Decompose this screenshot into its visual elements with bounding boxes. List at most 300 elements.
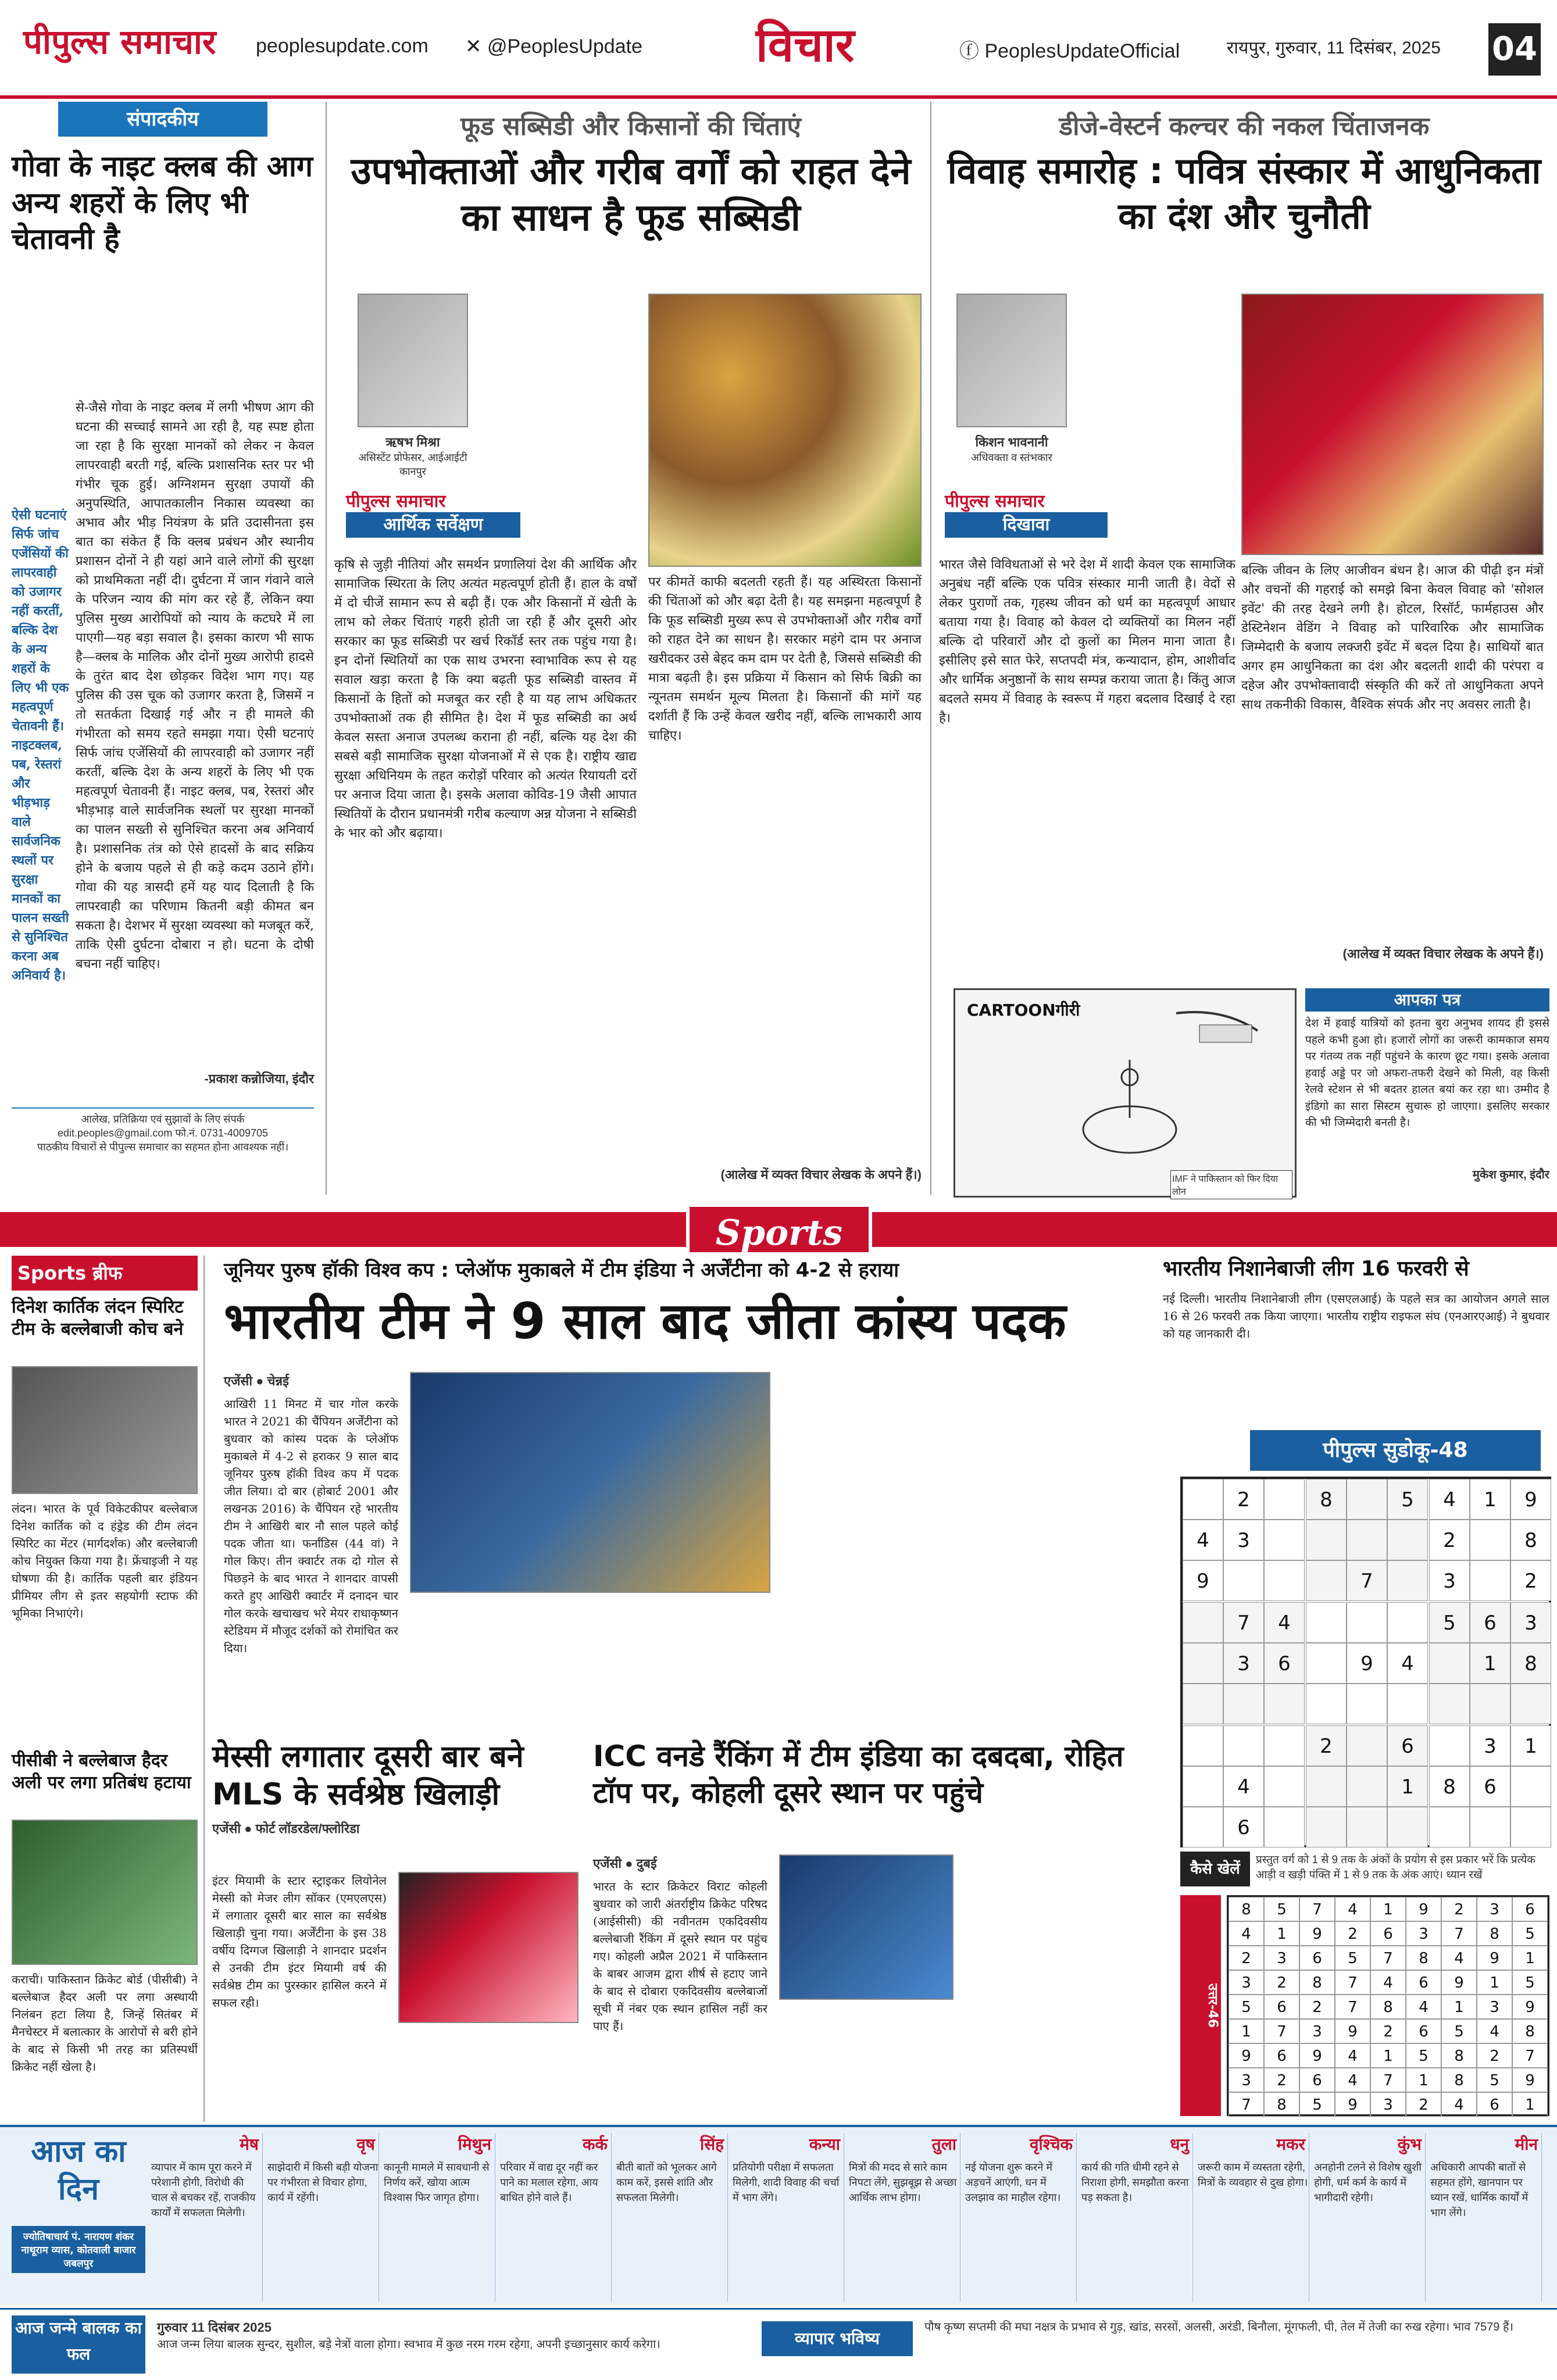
answer-cell: 4 [1335,2043,1370,2068]
sports-brief-label: Sports ब्रीफ [12,1256,198,1291]
sudoku-cell[interactable] [1306,1520,1347,1560]
sudoku-cell[interactable]: 5 [1387,1479,1428,1520]
lentils-photo [648,294,922,567]
sign-name: वृश्चिक [1029,2135,1073,2154]
answer-cell: 7 [1335,1995,1370,2019]
article2-body-left: भारत जैसे विविधताओं से भरे देश में शादी केवल एक सामाजिक अनुबंध नहीं बल्कि एक पवित्र संस्कार मानी जाती है। वेदों से लेकर पुराणों तक, गृहस्थ जीवन को धर्म का महत्वपूर्ण आधार बताया गया है। विवाह को केवल दो व्यक्तियों का मिलन नहीं बल्कि दो परिवारों और दो कुलों का मिलन माना जाता है। इसीलिए इसे सात फेरे, सप्तपदी मंत्र, कन्यादान, होम, आशीर्वाद और धार्मिक अनुष्ठानों के साथ सम्पन्न कराया जाता है। किंतु आज बदलते समय में विवाह के स्वरूप में गहरा बदलाव दिखाई दे रहा है। [939,558,1235,726]
answer-cell: 1 [1512,1946,1548,1970]
sudoku-cell[interactable] [1470,1560,1510,1601]
answer-cell: 6 [1264,1995,1299,2019]
sudoku-cell[interactable]: 2 [1429,1520,1470,1560]
answer-cell: 9 [1512,2068,1548,2092]
answer-cell: 1 [1264,1921,1299,1946]
column-divider [203,1256,205,2122]
editorial-footer [12,1107,314,1189]
sudoku-cell[interactable] [1264,1725,1305,1766]
answer-cell: 7 [1370,2068,1406,2092]
sudoku-howto-label: कैसे खेलें [1180,1852,1250,1886]
footer-email[interactable]: edit.peoples@gmail.com फो.नं. 0731-4009705 [57,1127,268,1139]
sign-name: कन्या [809,2135,840,2154]
brief2-body: कराची। पाकिस्तान क्रिकेट बोर्ड (पीसीबी) ने बल्लेबाज हैदर अली पर लगा अस्थायी निलंबन हटा लिया है, जिन्हें सितंबर में मैनचेस्टर में बलात्कार के आरोपों से बरी होने के बाद से किसी भी तरह का प्रतिस्पर्धी क्रिकेट नहीं खेला है। [12,1972,198,2074]
sign-name: कुंभ [1397,2135,1422,2154]
sudoku-cell[interactable] [1347,1807,1387,1847]
sudoku-cell[interactable]: 4 [1264,1602,1305,1643]
sign-text: परिवार में वाद्य दूर नहीं कर पाने का मलाल रहेगा, आय बाधित होने वाले हैं। [500,2161,598,2204]
sudoku-cell[interactable] [1429,1807,1470,1847]
messi-body: इंटर मियामी के स्टार स्ट्राइकर लियोनेल मेस्सी को मेजर लीग सॉकर (एमएलएस) में लगातार दूसरी बार साल का सर्वश्रेष्ठ खिलाड़ी चुना गया। अर्जेंटीना के इस 38 वर्षीय दिग्गज खिलाड़ी ने शानदार प्रदर्शन से उनकी टीम इंटर मियामी वर्ष की सर्वश्रेष्ठ टीम का पुरस्कार हासिल करने में सफल रही। [212,1874,387,2010]
sudoku-cell[interactable]: 9 [1510,1479,1551,1520]
twitter-handle[interactable]: ✕ @PeoplesUpdate [465,35,642,58]
sudoku-cell[interactable] [1470,1520,1510,1560]
sudoku-cell[interactable] [1510,1807,1551,1847]
answer-cell: 2 [1299,1995,1335,2019]
answer-cell: 1 [1406,2068,1441,2092]
sign-text: कानूनी मामले में सावधानी से निर्णय करें, खोया आत्म विश्वास फिर जागृत होगा। [384,2161,490,2204]
horoscope-title: आज का दिन [31,2134,126,2207]
answer-cell: 8 [1441,2043,1477,2068]
sudoku-cell[interactable] [1387,1807,1428,1847]
editorial-author: -प्रकाश कन्नोजिया, इंदौर [204,1071,314,1086]
answer-cell: 5 [1335,1946,1370,1970]
sudoku-cell[interactable] [1510,1766,1551,1807]
newspaper-logo: पीपुल्स समाचार [23,22,216,62]
sign-text: प्रतियोगी परीक्षा में सफलता मिलेगी, शादी विवाह की चर्चा में भाग लेंगे। [733,2161,840,2204]
answer-cell: 7 [1335,1970,1370,1995]
sports-label: Sports [686,1203,872,1256]
answer-cell: 1 [1229,2019,1264,2043]
answer-cell: 6 [1370,1921,1406,1946]
answer-cell: 4 [1335,2068,1370,2092]
answer-cell: 3 [1229,1970,1264,1995]
answer-cell: 4 [1335,1897,1370,1921]
sudoku-cell[interactable] [1264,1479,1305,1520]
horoscope-sign [384,2133,495,2302]
sudoku-cell[interactable]: 2 [1510,1560,1551,1601]
sudoku-cell[interactable]: 1 [1470,1479,1510,1520]
letters-author: मुकेश कुमार, इंदौर [1472,1168,1549,1181]
answer-cell: 8 [1264,2092,1299,2117]
sudoku-cell[interactable] [1429,1643,1470,1684]
hockey-photo [410,1372,770,1593]
answer-cell: 7 [1370,1946,1406,1970]
answer-cell: 9 [1406,1897,1441,1921]
horoscope-signs [151,2133,1552,2302]
sudoku-title: पीपुल्स सुडोकू-48 [1250,1430,1541,1471]
horoscope-sign [1430,2133,1542,2302]
sudoku-cell[interactable]: 6 [1264,1643,1305,1684]
answer-cell: 7 [1229,2092,1264,2117]
answer-cell: 6 [1406,1970,1441,1995]
answer-cell: 7 [1264,2019,1299,2043]
answer-cell: 3 [1264,1946,1299,1970]
sudoku-cell[interactable] [1347,1479,1387,1520]
sudoku-cell[interactable] [1223,1684,1264,1724]
website-link[interactable]: peoplesupdate.com [256,35,428,57]
editorial-body: से-जैसे गोवा के नाइट क्लब में लगी भीषण आग की घटना की सच्चाई सामने आ रही है, यह स्पष्ट होता जा रहा है कि सुरक्षा मानकों को लेकर न केवल लापरवाही बरती गई, बल्कि प्रशासनिक स्तर पर भी गंभीर चूक हुई। अग्निशमन सुरक्षा उपायों की अनुपस्थिति, आपातकालीन निकास व्यवस्था का अभाव और भीड़ नियंत्रण के प्रति उदासीनता इस बात का संकेत हैं कि क्लब प्रबंधन और स्थानीय प्रशासन दोनों ने ही यहां आने वाले लोगों की सुरक्षा को प्राथमिकता नहीं दी। दुर्घटना में जान गंवाने वाले के परिजन न्याय की मांग कर रहे हैं, लेकिन क्या पुलिस मुख्य आरोपियों को न्याय के कटघरे में ला पाएगी—यह बड़ा सवाल है। इसका कारण भी साफ है—क्लब के मालिक और दोनों मुख्य आरोपी हादसे के तुरंत बाद देश छोड़कर विदेश भाग गए। यह पुलिस की उस चूक को उजागर करता है, जिसमें न तो सतर्कता दिखाई गई और न ही मामले की गंभीरता को समय रहते समझा गया। ऐसी घटनाएं सिर्फ जांच एजेंसियों की लापरवाही को उजागर नहीं करतीं, बल्कि देश के अन्य शहरों के लिए भी एक महत्वपूर्ण चेतावनी हैं। नाइट क्लब, पब, रेस्तरां और भीड़भाड़ वाले सार्वजनिक स्थलों पर सुरक्षा मानकों का पालन सख्ती से सुनिश्चित करना अब अनिवार्य है। प्रशासनिक तंत्र को ऐसे हादसों के बाद सक्रिय होने के बजाय पहले से ही कड़े कदम उठाने होंगे। गोवा की यह त्रासदी हमें यह याद दिलाती है कि लापरवाही का परिणाम कितनी बड़ी कीमत बन सकता है। देशभर में सुरक्षा व्यवस्था को मजबूत करें, ताकि ऐसी दुर्घटना दोबारा न हो। घटना के दोषी बचना नहीं चाहिए। [76,401,314,971]
sudoku-howto: प्रस्तुत वर्ग को 1 से 9 तक के अंकों के प्रयोग से इस प्रकार भरें कि प्रत्येक आड़ी व खड़ी पंक्ति में 1 से 9 तक के अंक आएं। ध्यान रखें [1256,1854,1535,1881]
horoscope-sign [267,2133,379,2302]
horoscope-sign [1081,2133,1193,2302]
sign-text: व्यापार में काम पूरा करने में परेशानी होगी, विरोधी की चाल से बचकर रहें, राजकीय कार्यों में सफलता मिलेगी। [151,2161,256,2219]
answer-cell: 1 [1370,2043,1406,2068]
editorial-pullquote: ऐसी घटनाएं सिर्फ जांच एजेंसियों की लापरवाही को उजागर नहीं करतीं, बल्कि देश के अन्य शहरों के लिए भी एक महत्वपूर्ण चेतावनी हैं। नाइटक्लब, पब, रेस्तरां और भीड़भाड़ वाले सार्वजनिक स्थलों पर सुरक्षा मानकों का पालन सख्ती से सुनिश्चित करना अब अनिवार्य है। [12,508,69,982]
editorial-title: गोवा के नाइट क्लब की आग अन्य शहरों के लिए भी चेतावनी है [12,149,313,256]
column-badge [346,488,520,541]
article2-author-role: अधिवक्ता व स्तंभकार [971,452,1052,463]
sudoku-cell[interactable]: 8 [1429,1766,1470,1807]
birth-label: आज जन्मे बालक का फल [12,2315,145,2374]
article1-closing: (आलेख में व्यक्त विचार लेखक के अपने हैं।) [720,1167,922,1182]
answer-cell: 4 [1441,2092,1477,2117]
hockey-title: भारतीय टीम ने 9 साल बाद जीता कांस्य पदक [224,1292,1066,1350]
facebook-handle[interactable]: ⓕ PeoplesUpdateOfficial [959,40,1180,62]
answer-cell: 1 [1512,2092,1548,2117]
sudoku-cell[interactable]: 2 [1306,1725,1347,1766]
answer-cell: 7 [1299,1897,1335,1921]
answer-cell: 5 [1229,1995,1264,2019]
letters-body: देश में हवाई यात्रियों को इतना बुरा अनुभव शायद ही इससे पहले कभी हुआ हो। हजारों लोगों का जरूरी कामकाज समय पर गंतव्य तक नहीं पहुंचने के कारण छूट गया। इसके अलावा हवाई अड्डे पर जो अफरा-तफरी देखने को मिली, वह किसी रेलवे स्टेशन से भी बदतर हालत बयां कर रहा था। उम्मीद है इंडिगो का सारा सिस्टम सुचारू हो जाएगा। इसलिए सरकार की भी जिम्मेदारी बनती है। [1305,1017,1549,1129]
sudoku-cell[interactable]: 2 [1223,1479,1264,1520]
answer-cell: 6 [1264,2043,1299,2068]
sudoku-cell[interactable] [1429,1725,1470,1766]
answer-cell: 4 [1370,1970,1406,1995]
column-brand: पीपुल्स समाचार [346,491,446,512]
answer-cell: 1 [1477,1970,1512,1995]
answer-cell: 6 [1299,2068,1335,2092]
sudoku-cell[interactable] [1223,1725,1264,1766]
answer-cell: 2 [1335,1921,1370,1946]
answer-cell: 5 [1512,1921,1548,1946]
page-number: 04 [1488,23,1541,76]
sudoku-cell[interactable]: 3 [1510,1602,1551,1643]
sudoku-grid[interactable] [1180,1477,1551,1847]
answer-cell: 8 [1299,1970,1335,1995]
icc-story [593,1738,1169,2122]
sudoku-cell[interactable]: 8 [1510,1520,1551,1560]
haider-ali-photo [12,1820,198,1965]
sudoku-cell[interactable] [1306,1560,1347,1601]
answer-cell: 9 [1441,1970,1477,1995]
sudoku-cell[interactable] [1183,1684,1223,1724]
sign-text: अनहोनी टलने से विशेष खुशी होगी, धर्म कर्म के कार्य में भागीदारी रहेगी। [1314,2161,1422,2204]
sudoku-cell[interactable] [1264,1520,1305,1560]
sudoku-cell[interactable] [1510,1684,1551,1724]
article1-title: उपभोक्ताओं और गरीब वर्गों को राहत देने का साधन है फूड सब्सिडी [351,150,911,240]
article2-kicker: डीजे-वेस्टर्न कल्चर की नकल चिंताजनक [1059,112,1430,141]
karthik-photo [12,1366,198,1494]
sudoku-cell[interactable] [1183,1643,1223,1684]
answer-cell: 4 [1441,1946,1477,1970]
horoscope-section [0,2125,1557,2305]
sudoku-cell[interactable]: 9 [1347,1643,1387,1684]
letters-title: आपका पत्र [1305,988,1549,1012]
horoscope-sign [965,2133,1077,2302]
sudoku-cell[interactable] [1306,1602,1347,1643]
answer-cell: 9 [1299,2043,1335,2068]
horoscope-sign [616,2133,728,2302]
sudoku-cell[interactable] [1183,1602,1223,1643]
article1-body-right: पर कीमतें काफी बदलती रहती हैं। यह अस्थिरता किसानों की चिंताओं को और बढ़ा देती है। यह समझना महत्वपूर्ण है कि फूड सब्सिडी मुख्य रूप से उपभोक्ताओं और गरीब वर्गों को राहत देने का साधन है। सरकार महंगे दाम पर अनाज खरीदकर उसे बेहद कम दाम पर देती है, जिससे सब्सिडी की मात्रा बढ़ती है। इस प्रक्रिया में किसान को सिर्फ बिक्री का न्यूनतम समर्थन मूल्य मिलता है। किसानों की मांगें यह दर्शाती हैं कि उन्हें केवल खरीद नहीं, बल्कि लाभकारी आय चाहिए। [648,575,922,743]
answer-cell: 9 [1229,2043,1264,2068]
sudoku-cell[interactable]: 4 [1387,1643,1428,1684]
answer-cell: 6 [1406,2019,1441,2043]
answer-cell: 5 [1406,2043,1441,2068]
sign-name: कर्क [582,2135,608,2154]
letters-box [1305,988,1549,1198]
answer-cell: 2 [1477,2043,1512,2068]
article-food-subsidy [334,102,927,1195]
icc-body: भारत के स्टार क्रिकेटर विराट कोहली बुधवार को जारी अंतर्राष्ट्रीय क्रिकेट परिषद (आईसीसी) की नवीनतम एकदिवसीय बल्लेबाजी रैंकिंग में दूसरे स्थान पर पहुंच गए। कोहली अप्रैल 2021 में पाकिस्तान के बाबर आजम द्वारा शीर्ष से हटाए जाने के बाद से दोबारा एकदिवसीय बल्लेबाजों सूची में नंबर एक स्थान हासिल नहीं कर पाए हैं। [593,1879,767,2033]
article1-author-role: असिस्टेंट प्रोफेसर, आईआईटी कानपुर [358,452,467,477]
section-title: विचार [756,18,855,72]
sudoku-cell[interactable] [1387,1602,1428,1643]
answer-cell: 6 [1477,2092,1512,2117]
sudoku-cell[interactable]: 6 [1387,1725,1428,1766]
sudoku-cell[interactable]: 6 [1223,1807,1264,1847]
article-wedding [939,102,1549,974]
sudoku-cell[interactable]: 1 [1510,1725,1551,1766]
answer-cell: 8 [1229,1897,1264,1921]
sudoku-cell[interactable] [1387,1520,1428,1560]
answer-cell: 8 [1512,2019,1548,2043]
sudoku-cell[interactable]: 6 [1470,1602,1510,1643]
sudoku-answer-label: उत्तर-46 [1180,1895,1221,2116]
sudoku-cell[interactable]: 9 [1183,1560,1223,1601]
answer-cell: 3 [1370,2092,1406,2117]
horoscope-header [12,2133,145,2302]
sudoku-cell[interactable] [1347,1684,1387,1724]
answer-cell: 9 [1299,1921,1335,1946]
sign-name: धनु [1170,2135,1189,2154]
sudoku-cell[interactable] [1347,1520,1387,1560]
answer-cell: 9 [1477,1946,1512,1970]
article1-kicker: फूड सब्सिडी और किसानों की चिंताएं [460,112,801,141]
sign-name: मकर [1276,2135,1305,2154]
sudoku-cell[interactable]: 1 [1387,1766,1428,1807]
cartoon [954,988,1297,1198]
business-label: व्यापार भविष्य [762,2321,913,2356]
article1-author-name: ऋषभ मिश्रा [385,435,440,449]
business-text: पौष कृष्ण सप्तमी की मघा नक्षत्र के प्रभाव से गुड़, खांड, सरसों, अलसी, अरंडी, बिनौला, मूंगफली, घी, तेल में तेजी का रुख रहेगा। भाव 7579 हैं। [924,2321,1514,2333]
answer-cell: 5 [1512,1970,1548,1995]
sudoku-cell[interactable]: 7 [1347,1560,1387,1601]
horoscope-sign [849,2133,960,2302]
sudoku-cell[interactable] [1347,1602,1387,1643]
sudoku-cell[interactable]: 3 [1223,1520,1264,1560]
sudoku-cell[interactable]: 8 [1510,1643,1551,1684]
sudoku-cell[interactable] [1470,1684,1510,1724]
sudoku-cell[interactable] [1264,1684,1305,1724]
sudoku-cell[interactable] [1306,1807,1347,1847]
sudoku-cell[interactable]: 4 [1429,1479,1470,1520]
answer-cell: 1 [1441,1995,1477,2019]
column-brand: पीपुल्स समाचार [945,491,1045,512]
sign-name: मीन [1515,2135,1538,2154]
sudoku-cell[interactable]: 8 [1306,1479,1347,1520]
sign-text: नई योजना शुरू करने में अड़चनें आएंगी, धन में उलझाव का माहौल रहेगा। [965,2161,1061,2204]
answer-cell: 8 [1406,1946,1441,1970]
hockey-story [212,1256,1154,1732]
sudoku-cell[interactable] [1347,1725,1387,1766]
brief1-body: लंदन। भारत के पूर्व विकेटकीपर बल्लेबाज दिनेश कार्तिक को द हंड्रेड की टीम लंदन स्पिरिट का मेंटर (मार्गदर्शक) और बल्लेबाजी कोच नियुक्त किया गया है। फ्रेंचाइजी ने यह घोषणा की है। कार्तिक पहली बार इंडियन प्रीमियर लीग से इतर सहयोगी स्टाफ की भूमिका निभाएंगे। [12,1502,198,1620]
sign-name: मेष [240,2135,259,2154]
sudoku-answer-grid [1227,1895,1549,2116]
shooting-story [1163,1256,1549,1430]
article2-author-name: किशन भावनानी [975,435,1048,449]
sudoku-cell[interactable] [1264,1807,1305,1847]
brief2-title: पीसीबी ने बल्लेबाज हैदर अली पर लगा प्रतिबंध हटाया [12,1750,191,1793]
sudoku-cell[interactable] [1264,1766,1305,1807]
answer-cell: 5 [1264,1897,1299,1921]
answer-cell: 1 [1370,1897,1406,1921]
column-badge [945,488,1108,541]
brief1-title: दिनेश कार्तिक लंदन स्पिरिट टीम के बल्लेबाजी कोच बने [12,1297,184,1339]
sudoku-cell[interactable] [1306,1766,1347,1807]
wedding-photo [1241,294,1544,555]
sign-text: साझेदारी में किसी बड़ी योजना पर गंभीरता से विचार होगा, कार्य में रहेंगी। [267,2161,378,2204]
answer-cell: 6 [1512,1897,1548,1921]
answer-cell: 3 [1477,1897,1512,1921]
horoscope-sign [500,2133,612,2302]
answer-cell: 4 [1229,1921,1264,1946]
birth-text: आज जन्म लिया बालक सुन्दर, सुशील, बड़े नेत्रों वाला होगा। स्वभाव में कुछ नरम गरम रहेगा, अपनी इच्छानुसार कार्य करेगा। [157,2338,660,2351]
sign-text: जरूरी काम में व्यस्तता रहेगी, मित्रों के व्यवहार से दुख होगा। [1198,2161,1308,2189]
answer-cell: 6 [1299,1946,1335,1970]
answer-cell: 2 [1229,1946,1264,1970]
column-divider [930,102,931,1195]
answer-cell: 9 [1512,1995,1548,2019]
sudoku-cell[interactable] [1183,1725,1223,1766]
sudoku-cell[interactable] [1183,1766,1223,1807]
answer-cell: 4 [1477,2019,1512,2043]
sudoku-cell[interactable] [1306,1684,1347,1724]
horoscope-sign [733,2133,844,2302]
twitter-icon: ✕ [465,35,487,58]
sudoku-cell[interactable] [1183,1479,1223,1520]
hockey-dateline: एजेंसी ● चेन्नई [224,1374,289,1388]
dateline: रायपुर, गुरुवार, 11 दिसंबर, 2025 [1227,38,1441,58]
sudoku-cell[interactable] [1387,1684,1428,1724]
answer-cell: 3 [1477,1995,1512,2019]
sign-name: वृष [356,2135,375,2154]
column-divider [326,102,327,1195]
column-name: आर्थिक सर्वेक्षण [346,512,520,538]
sudoku-cell[interactable]: 4 [1223,1766,1264,1807]
answer-cell: 9 [1335,2092,1370,2117]
sudoku-cell[interactable]: 3 [1223,1643,1264,1684]
answer-cell: 5 [1299,2092,1335,2117]
sign-text: कार्य की गति धीमी रहने से निराशा होगी, समझौता करना पड़ सकता है। [1081,2161,1189,2204]
article2-closing: (आलेख में व्यक्त विचार लेखक के अपने हैं।) [1342,946,1544,961]
answer-cell: 7 [1512,2043,1548,2068]
cartoon-caption: IMF ने पाकिस्तान को फिर दिया लोन [1170,1170,1292,1199]
sign-text: मित्रों की मदद से सारे काम निपटा लेंगे, सुझबूझ से अच्छा आर्थिक लाभ होगा। [849,2161,957,2204]
cartoon-illustration [955,990,1298,1199]
sudoku-cell[interactable] [1306,1643,1347,1684]
article1-body-left: कृषि से जुड़ी नीतियां और समर्थन प्रणालियां देश की आर्थिक और सामाजिक स्थिरता के लिए अत्यंत महत्वपूर्ण होती हैं। हाल के वर्षों में दो चीजें सामान रूप से बढ़ी हैं। एक और किसानों में खेती के लाभ को लेकर चिंताएं गहरी होती जा रही हैं और दूसरी ओर सरकार का फूड सब्सिडी पर खर्च रिकॉर्ड स्तर तक पहुंच गया है। इन दोनों स्थितियों का एक साथ उभरना स्वाभाविक रूप से यह सवाल खड़ा करता है कि क्या बढ़ती फूड सब्सिडी वास्तव में किसानों के हितों को मजबूत कर रही है या यह लाभ अधिकतर उपभोक्ताओं तक ही सीमित है। देश में फूड सब्सिडी का अर्थ केवल सस्ता अनाज उपलब्ध कराना ही नहीं, बल्कि यह देश की सबसे बड़ी सामाजिक सुरक्षा योजनाओं में से एक है। राष्ट्रीय खाद्य सुरक्षा अधिनियम के तहत करोड़ों परिवार को अत्यंत रियायती दरों पर अनाज दिया जाता है। इसके अलावा कोविड-19 जैसी आपात स्थितियों के दौरान प्रधानमंत्री गरीब कल्याण अन्न योजना ने सब्सिडी के भार को और बढ़ाया। [334,558,637,841]
author-photo [358,294,468,427]
birth-date: गुरुवार 11 दिसंबर 2025 [157,2320,272,2335]
messi-story [212,1738,584,2122]
article2-body-right: बल्कि जीवन के लिए आजीवन बंधन है। आज की पीढ़ी इन मंत्रों और वचनों की गहराई को समझे बिना केवल विवाह को 'सोशल इवेंट' की तरह देखने लगी है। होटल, रिसॉर्ट, फार्महाउस और डेस्टिनेशन वेडिंग ने विवाह को पारिवारिक और सामाजिक जिम्मेदारी के बजाय लक्जरी इवेंट में बदल दिया है। साथियों बात अगर हम आधुनिकता का दंश और बदलती शादी की परंपरा व दहेज और उपभोक्तावादी संस्कृति की करें तो आधुनिकता अपने साथ तकनीकी विकास, वैश्विक संपर्क और नए अवसर लाती है। [1241,563,1544,712]
sign-text: बीती बातों को भूलकर आगे काम करें, इससे शांति और सफलता मिलेगी। [616,2161,717,2204]
shooting-title: भारतीय निशानेबाजी लीग 16 फरवरी से [1163,1257,1469,1281]
horoscope-sign [1198,2133,1309,2302]
answer-cell: 2 [1441,1897,1477,1921]
facebook-icon: ⓕ [959,40,985,62]
answer-cell: 3 [1299,2019,1335,2043]
answer-cell: 3 [1229,2068,1264,2092]
footer-disclaimer: पाठकीय विचारों से पीपुल्स समाचार का सहमत होना आवश्यक नहीं। [37,1141,289,1153]
sports-brief-column [12,1256,201,2122]
hockey-body: आखिरी 11 मिनट में चार गोल करके भारत ने 2021 की चैंपियन अर्जेंटीना को बुधवार को कांस्य पदक के प्लेऑफ मुकाबले में 4-2 से हराकर 9 साल बाद जूनियर पुरुष हॉकी विश्व कप में पदक जीत लिया। दो बार (होबार्ट 2001 और लखनऊ 2016) के चैंपियन रहे भारतीय टीम ने आखिरी बार नौ साल पहले कोई पदक जीता था। फर्नांडिस (44 वां) ने गोल किए। तीन क्वार्टर तक दो गोल से पिछड़ने के बाद भारत ने शानदार वापसी करते हुए आखिरी क्वार्टर में दनादन चार गोल करके खचाखच भरे मेयर राधाकृष्णन स्टेडियम में मौजूद दर्शकों को रोमांचित कर दिया। [224,1397,398,1655]
column-name: दिखावा [945,512,1108,538]
sudoku-cell[interactable] [1387,1560,1428,1601]
sudoku-cell[interactable] [1183,1807,1223,1847]
icc-title: ICC वनडे रैंकिंग में टीम इंडिया का दबदबा, रोहित टॉप पर, कोहली दूसरे स्थान पर पहुंचे [593,1739,1124,1810]
horoscope-sign [151,2133,263,2302]
horoscope-sign [1314,2133,1426,2302]
sudoku-cell[interactable] [1264,1560,1305,1601]
sign-name: मिथुन [458,2135,491,2154]
sudoku-cell[interactable] [1470,1807,1510,1847]
hockey-kicker: जूनियर पुरुष हॉकी विश्व कप : प्लेऑफ मुकाबले में टीम इंडिया ने अर्जेंटीना को 4-2 से हराया [224,1259,899,1282]
author-photo [956,294,1067,427]
answer-cell: 5 [1441,2019,1477,2043]
answer-cell: 9 [1335,2019,1370,2043]
messi-photo [398,1872,578,2023]
answer-cell: 2 [1370,2019,1406,2043]
sign-name: तुला [931,2135,956,2154]
answer-cell: 8 [1370,1995,1406,2019]
kohli-photo [779,1854,954,2000]
editorial-tag: संपादकीय [58,102,267,137]
answer-cell: 5 [1477,2068,1512,2092]
answer-cell: 2 [1264,1970,1299,1995]
article2-title: विवाह समारोह : पवित्र संस्कार में आधुनिकता का दंश और चुनौती [947,149,1541,237]
sign-text: अधिकारी आपकी बातों से सहमत होंगे, खानपान पर ध्यान रखें, धार्मिक कार्यों में भाग लेंगे। [1430,2161,1529,2219]
sudoku-cell[interactable]: 6 [1470,1766,1510,1807]
answer-cell: 2 [1264,2068,1299,2092]
sudoku-cell[interactable]: 7 [1223,1602,1264,1643]
icc-dateline: एजेंसी ● दुबई [593,1856,657,1871]
messi-title: मेस्सी लगातार दूसरी बार बने MLS के सर्वश्रेष्ठ खिलाड़ी [212,1739,524,1812]
sudoku-cell[interactable]: 5 [1429,1602,1470,1643]
sudoku-cell[interactable]: 3 [1429,1560,1470,1601]
sudoku-cell[interactable] [1223,1560,1264,1601]
cartoon-title: CARTOONगीरी [967,1000,1080,1020]
answer-cell: 4 [1406,1995,1441,2019]
sudoku-cell[interactable] [1429,1684,1470,1724]
answer-cell: 8 [1441,2068,1477,2092]
answer-cell: 3 [1406,1921,1441,1946]
messi-dateline: एजेंसी ● फोर्ट लॉडरडेल/फ्लोरिडा [212,1821,360,1836]
footer-note: आलेख, प्रतिक्रिया एवं सुझावों के लिए संपर्क [81,1113,245,1125]
sudoku-cell[interactable] [1347,1766,1387,1807]
sudoku-cell[interactable]: 1 [1470,1643,1510,1684]
answer-cell: 8 [1477,1921,1512,1946]
answer-cell: 7 [1441,1921,1477,1946]
masthead [0,0,1557,99]
sudoku-cell[interactable]: 4 [1183,1520,1223,1560]
horoscope-astrologer: ज्योतिषाचार्य पं. नारायण शंकर नाथूराम व्यास, कोतवाली बाजार जबलपुर [12,2226,145,2273]
bottom-strip [0,2308,1557,2380]
shooting-body: नई दिल्ली। भारतीय निशानेबाजी लीग (एसएलआई) के पहले सत्र का आयोजन अगले साल 16 से 26 फरवरी तक किया जाएगा। भारतीय राष्ट्रीय राइफल संघ (एनआरएआई) ने बुधवार को यह जानकारी दी। [1163,1292,1549,1341]
hockey-body-continued [782,1372,1148,1727]
answer-cell: 2 [1406,2092,1441,2117]
sudoku-cell[interactable]: 3 [1470,1725,1510,1766]
sign-name: सिंह [699,2135,724,2154]
